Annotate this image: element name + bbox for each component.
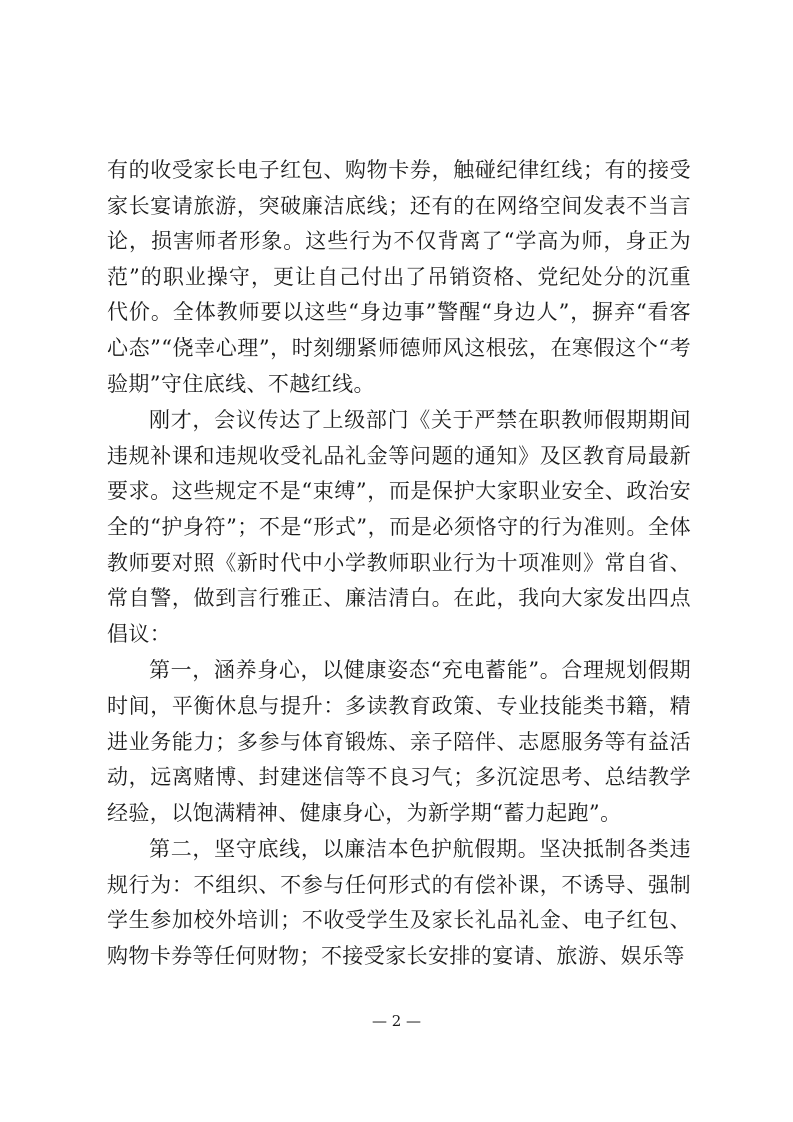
paragraph-1: 有的收受家长电子红包、购物卡券，触碰纪律红线；有的接受家长宴请旅游，突破廉洁底线；还有的在网络空间发表不当言论，损害师者形象。这些行为不仅背离了“学高为师，身正为范”的职业操守，更让自己付出了吊销资格、党纪处分的沉重代价。全体教师要以这些“身边事”警醒“身边人”，摒弃“看客心态”“侥幸心理”，时刻绷紧师德师风这根弦，在寒假这个“考验期”守住底线、不越红线。 [107,158,691,396]
document-body [107,153,691,975]
page-number: — 2 — [371,1012,422,1030]
paragraph-3: 第一，涵养身心，以健康姿态“充电蓄能”。合理规划假期时间，平衡休息与提升：多读教育政策、专业技能类书籍，精进业务能力；多参与体育锻炼、亲子陪伴、志愿服务等有益活动，远离赌博、封建迷信等不良习气；多沉淀思考、总结教学经验，以饱满精神、健康身心，为新学期“蓄力起跑”。 [107,658,691,825]
paragraph-2: 刚才，会议传达了上级部门《关于严禁在职教师假期期间违规补课和违规收受礼品礼金等问题的通知》及区教育局最新要求。这些规定不是“束缚”，而是保护大家职业安全、政治安全的“护身符”；不是“形式”，而是必须恪守的行为准则。全体教师要对照《新时代中小学教师职业行为十项准则》常自省、常自警，做到言行雅正、廉洁清白。在此，我向大家发出四点倡议： [107,408,691,646]
paragraph-4: 第二，坚守底线，以廉洁本色护航假期。坚决抵制各类违规行为：不组织、不参与任何形式的有偿补课，不诱导、强制学生参加校外培训；不收受学生及家长礼品礼金、电子红包、购物卡券等任何财物；不接受家长安排的宴请、旅游、娱乐等 [107,837,691,969]
